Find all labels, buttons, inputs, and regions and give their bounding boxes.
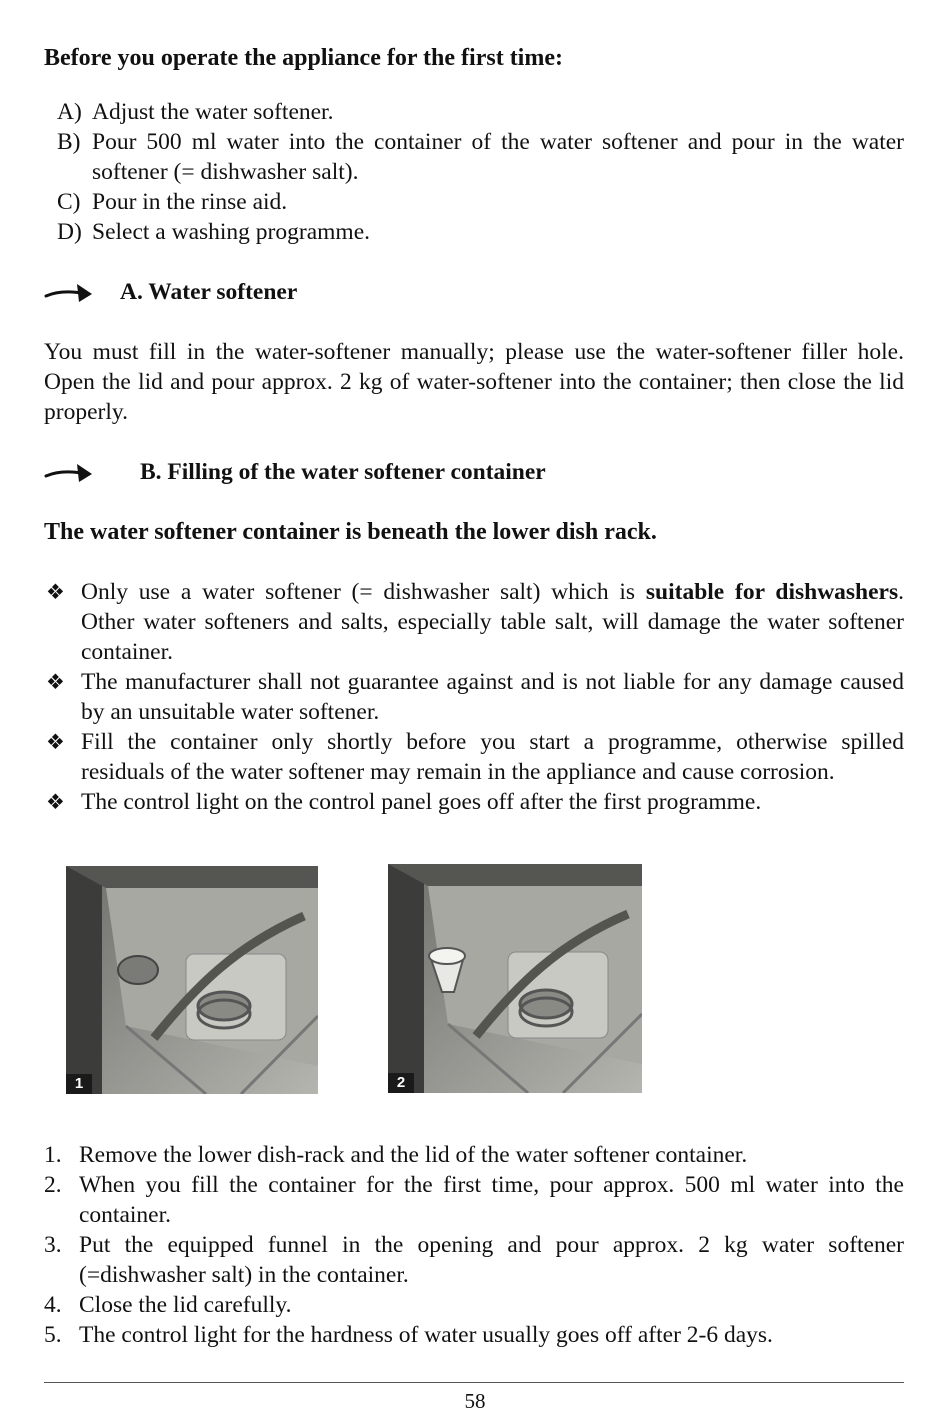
list-marker: 2. (44, 1172, 62, 1198)
manual-page (44, 43, 904, 817)
figure-label: 2 (388, 1073, 414, 1093)
list-item (44, 1320, 904, 1350)
list-item (57, 187, 904, 217)
list-item (44, 667, 904, 727)
list-item (44, 1140, 904, 1170)
list-text: Select a washing programme. (92, 219, 370, 245)
bullet-marker: ❖ (46, 580, 65, 604)
list-marker: A) (57, 99, 82, 125)
arrow-icon (44, 460, 94, 484)
list-item (44, 787, 904, 817)
list-marker: 3. (44, 1232, 62, 1258)
list-marker: B) (57, 129, 81, 155)
list-text: Remove the lower dish-rack and the lid of the water softener container. (79, 1142, 748, 1168)
dishwasher-interior-image (66, 866, 318, 1094)
list-marker: 1. (44, 1142, 62, 1168)
list-text: Pour in the rinse aid. (92, 189, 288, 215)
list-marker: D) (57, 219, 82, 245)
footer-divider (44, 1382, 904, 1383)
bullet-text: . Other water softeners and salts, especially table salt, will damage the water softener container. (81, 579, 905, 665)
bullet-marker: ❖ (46, 790, 65, 814)
figure-1-dishwasher-salt-lid (66, 866, 318, 1094)
intro-heading: Before you operate the appliance for the first time: (44, 45, 563, 71)
bullet-text: Fill the container only shortly before you start a programme, otherwise spilled residuals of the water softener may remain in the appliance and cause corrosion. (81, 729, 904, 785)
bullet-marker: ❖ (46, 730, 65, 754)
section-a-body: You must fill in the water-softener manually; please use the water-softener filler hole. Open the lid and pour approx. 2 kg of water-softener into the container; then close the lid properly. (44, 339, 904, 425)
list-item (44, 1290, 904, 1320)
bullet-text: The manufacturer shall not guarantee against and is not liable for any damage caused by an unsuitable water softener. (81, 669, 904, 725)
list-item (44, 577, 904, 667)
figure-label: 1 (66, 1074, 92, 1094)
list-item (44, 1170, 904, 1230)
section-b-bullets (44, 577, 904, 817)
list-item (44, 1230, 904, 1290)
numbered-steps-list (44, 1140, 904, 1350)
list-text: Close the lid carefully. (79, 1292, 292, 1318)
bullet-marker: ❖ (46, 670, 65, 694)
list-marker: 4. (44, 1292, 62, 1318)
list-item (57, 97, 904, 127)
list-text: The control light for the hardness of water usually goes off after 2-6 days. (79, 1322, 773, 1348)
bullet-emphasis: suitable for dishwashers (645, 579, 899, 605)
section-b-note: The water softener container is beneath the lower dish rack. (44, 519, 657, 545)
list-text: Adjust the water softener. (92, 99, 334, 125)
section-a-header (44, 277, 904, 307)
section-b-header (44, 457, 904, 487)
section-b-title: B. Filling of the water softener container (140, 459, 546, 485)
bullet-text: The control light on the control panel goes off after the first programme. (81, 789, 762, 815)
list-item (57, 217, 904, 247)
list-marker: 5. (44, 1322, 62, 1348)
list-marker: C) (57, 189, 81, 215)
page-number: 58 (464, 1389, 486, 1413)
list-text: Pour 500 ml water into the container of the water softener and pour in the water softener (= dishwasher salt). (92, 129, 904, 185)
list-text: Put the equipped funnel in the opening and pour approx. 2 kg water softener (=dishwasher salt) in the container. (79, 1232, 904, 1288)
list-text: When you fill the container for the first time, pour approx. 500 ml water into the container. (79, 1172, 904, 1228)
bullet-text: Only use a water softener (= dishwasher salt) which is (81, 579, 646, 605)
list-item (44, 727, 904, 787)
dishwasher-interior-funnel-image (388, 864, 642, 1093)
list-item (57, 127, 904, 187)
figure-2-funnel-in-opening (388, 864, 642, 1093)
intro-steps-list (57, 97, 904, 247)
section-a-title: A. Water softener (120, 279, 298, 305)
arrow-icon (44, 280, 94, 304)
